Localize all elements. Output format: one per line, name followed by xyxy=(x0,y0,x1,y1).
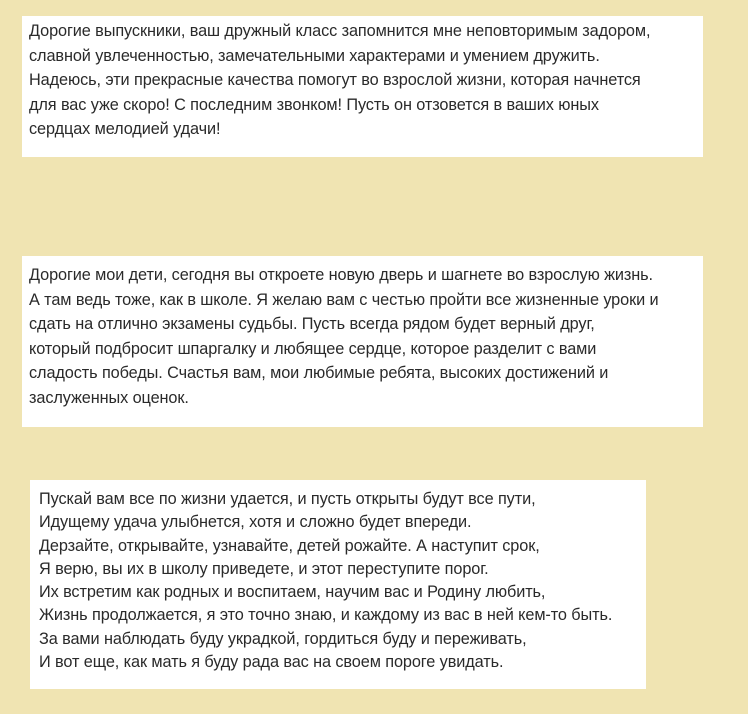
wish-card-poem xyxy=(30,480,646,689)
poem-line-7: За вами наблюдать буду украдкой, гордиться буду и переживать, xyxy=(39,629,527,648)
poem-line-3: Дерзайте, открывайте, узнавайте, детей рожайте. А наступит срок, xyxy=(39,536,540,555)
poem-line-8: И вот еще, как мать я буду рада вас на своем пороге увидать. xyxy=(39,653,504,672)
poem-line-2: Идущему удача улыбнется, хотя и сложно будет впереди. xyxy=(39,513,472,532)
poem-line-4: Я верю, вы их в школу приведете, и этот переступите порог. xyxy=(39,559,489,578)
wish-2-line-6: заслуженных оценок. xyxy=(29,388,189,407)
wish-1-line-2: славной увлеченностью, замечательными характерами и умением дружить. xyxy=(29,46,600,65)
wish-1-line-1: Дорогие выпускники, ваш дружный класс запомнится мне неповторимым задором, xyxy=(29,22,651,40)
poem-line-5: Их встретим как родных и воспитаем, научим вас и Родину любить, xyxy=(39,583,546,602)
wish-2-line-2: А там ведь тоже, как в школе. Я желаю вам с честью пройти все жизненные уроки и xyxy=(29,290,659,309)
wish-2-line-5: сладость победы. Счастья вам, мои любимые ребята, высоких достижений и xyxy=(29,364,609,382)
poem-line-1: Пускай вам все по жизни удается, и пусть открыты будут все пути, xyxy=(39,490,536,508)
wish-card-children xyxy=(22,256,703,427)
wish-1-line-4: для вас уже скоро! С последним звонком! Пусть он отзовется в ваших юных xyxy=(29,95,599,114)
poem-line-6: Жизнь продолжается, я это точно знаю, и каждому из вас в ней кем-то быть. xyxy=(39,606,613,625)
wish-2-line-3: сдать на отлично экзамены судьбы. Пусть всегда рядом будет верный друг, xyxy=(29,315,595,333)
wish-1-line-3: Надеюсь, эти прекрасные качества помогут во взрослой жизни, которая начнется xyxy=(29,71,641,89)
wish-1-line-5: сердцах мелодией удачи! xyxy=(29,120,221,138)
wish-2-line-4: который подбросит шпаргалку и любящее сердце, которое разделит с вами xyxy=(29,339,597,358)
wish-card-graduates xyxy=(22,16,703,157)
wish-2-line-1: Дорогие мои дети, сегодня вы откроете новую дверь и шагнете во взрослую жизнь. xyxy=(29,266,653,284)
